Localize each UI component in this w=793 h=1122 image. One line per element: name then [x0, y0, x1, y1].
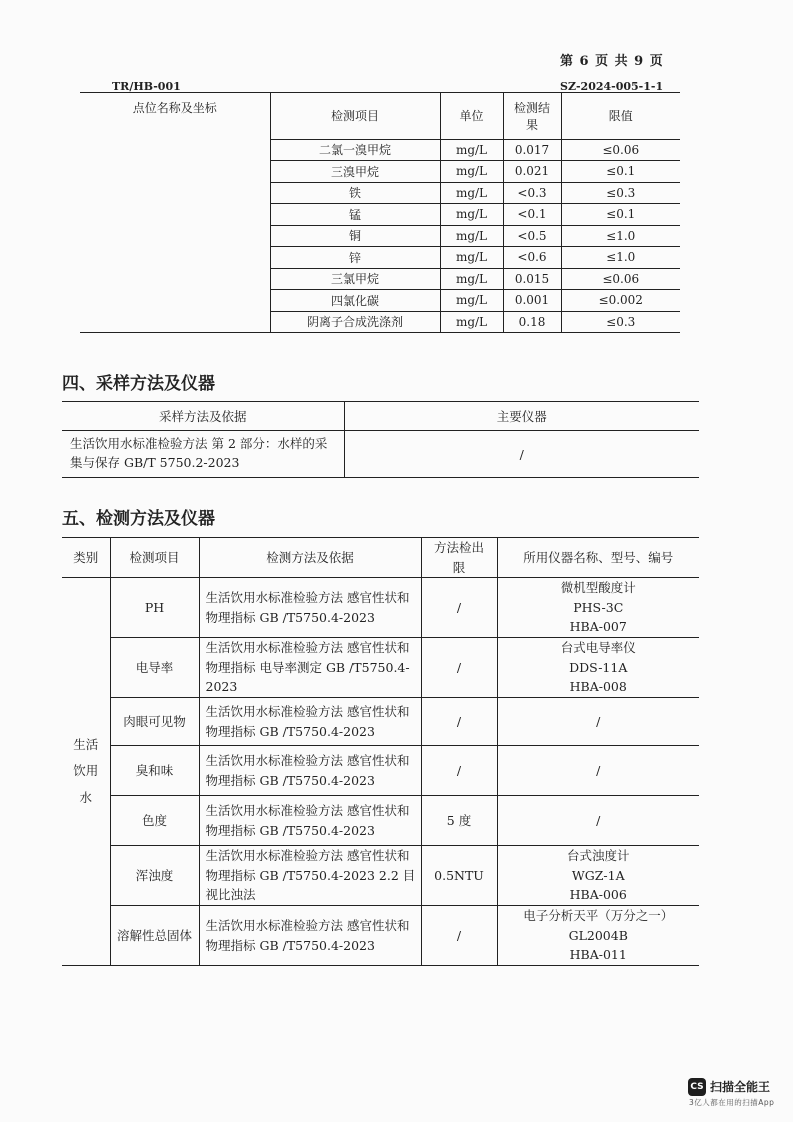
- scanner-tagline: 3亿人都在用的扫描App: [689, 1098, 775, 1107]
- method-row: [62, 746, 699, 796]
- result-unit: mg/L: [440, 182, 503, 204]
- result-limit: ≤0.06: [561, 268, 680, 290]
- method-item: 肉眼可见物: [110, 698, 199, 746]
- sampling-instrument: /: [344, 431, 699, 478]
- result-item: 铜: [270, 225, 440, 247]
- category-cell: 生活饮用水: [62, 578, 110, 966]
- location-cell: [80, 139, 270, 333]
- result-limit: ≤1.0: [561, 247, 680, 269]
- scanner-watermark: [688, 1076, 770, 1096]
- result-unit: mg/L: [440, 268, 503, 290]
- method-detection-limit: 0.5NTU: [421, 846, 497, 906]
- result-item: 三溴甲烷: [270, 161, 440, 183]
- method-item: PH: [110, 578, 199, 638]
- results-row: [80, 139, 680, 161]
- method-detection-limit: 5 度: [421, 796, 497, 846]
- result-value: 0.021: [503, 161, 561, 183]
- result-unit: mg/L: [440, 290, 503, 312]
- result-limit: ≤0.3: [561, 311, 680, 333]
- result-unit: mg/L: [440, 204, 503, 226]
- result-value: <0.1: [503, 204, 561, 226]
- method-standard: 生活饮用水标准检验方法 感官性状和物理指标 GB /T5750.4-2023: [199, 698, 421, 746]
- methods-header-row: [62, 538, 699, 578]
- method-instrument: /: [497, 698, 699, 746]
- method-row: [62, 906, 699, 966]
- report-number: SZ-2024-005-1-1: [560, 80, 664, 93]
- results-table-header: [80, 93, 680, 140]
- document-id: TR/HB-001: [112, 80, 181, 93]
- method-standard: 生活饮用水标准检验方法 感官性状和物理指标 GB /T5750.4-2023: [199, 906, 421, 966]
- method-instrument: 台式浊度计 WGZ-1A HBA-006: [497, 846, 699, 906]
- methods-table: [62, 537, 699, 966]
- methods-header-category: 类别: [62, 538, 110, 578]
- method-row: [62, 846, 699, 906]
- result-unit: mg/L: [440, 225, 503, 247]
- methods-header-item: 检测项目: [110, 538, 199, 578]
- result-unit: mg/L: [440, 161, 503, 183]
- method-detection-limit: /: [421, 698, 497, 746]
- method-instrument: 微机型酸度计 PHS-3C HBA-007: [497, 578, 699, 638]
- method-standard: 生活饮用水标准检验方法 感官性状和物理指标 GB /T5750.4-2023: [199, 578, 421, 638]
- result-limit: ≤0.002: [561, 290, 680, 312]
- result-unit: mg/L: [440, 311, 503, 333]
- method-item: 电导率: [110, 638, 199, 698]
- result-item: 阴离子合成洗涤剂: [270, 311, 440, 333]
- scanner-app-name: 扫描全能王: [710, 1080, 771, 1094]
- sampling-row: [62, 431, 699, 478]
- sampling-header-instrument: 主要仪器: [344, 402, 699, 431]
- sampling-table: [62, 401, 699, 478]
- header-location: 点位名称及坐标: [80, 93, 270, 140]
- method-instrument: 电子分析天平（万分之一） GL2004B HBA-011: [497, 906, 699, 966]
- results-table: [80, 92, 680, 333]
- result-item: 二氯一溴甲烷: [270, 139, 440, 161]
- header-item: 检测项目: [270, 93, 440, 140]
- method-detection-limit: /: [421, 578, 497, 638]
- page-number: 第 6 页 共 9 页: [560, 54, 664, 69]
- method-standard: 生活饮用水标准检验方法 感官性状和物理指标 GB /T5750.4-2023: [199, 746, 421, 796]
- result-item: 锌: [270, 247, 440, 269]
- section4-title: 四、采样方法及仪器: [62, 374, 215, 394]
- method-instrument: /: [497, 746, 699, 796]
- result-unit: mg/L: [440, 247, 503, 269]
- section5-title: 五、检测方法及仪器: [62, 509, 215, 529]
- method-detection-limit: /: [421, 906, 497, 966]
- result-item: 四氯化碳: [270, 290, 440, 312]
- method-standard: 生活饮用水标准检验方法 感官性状和物理指标 GB /T5750.4-2023 2.2 目视比浊法: [199, 846, 421, 906]
- result-value: 0.18: [503, 311, 561, 333]
- result-value: <0.3: [503, 182, 561, 204]
- sampling-header-method: 采样方法及依据: [62, 402, 344, 431]
- result-item: 三氯甲烷: [270, 268, 440, 290]
- result-item: 锰: [270, 204, 440, 226]
- result-limit: ≤0.3: [561, 182, 680, 204]
- header-unit: 单位: [440, 93, 503, 140]
- method-row: [62, 796, 699, 846]
- method-row: [62, 698, 699, 746]
- method-row: [62, 638, 699, 698]
- result-item: 铁: [270, 182, 440, 204]
- header-limit: 限值: [561, 93, 680, 140]
- methods-header-instrument: 所用仪器名称、型号、编号: [497, 538, 699, 578]
- result-value: <0.5: [503, 225, 561, 247]
- sampling-method: 生活饮用水标准检验方法 第 2 部分：水样的采集与保存 GB/T 5750.2-2023: [62, 431, 344, 478]
- result-value: 0.017: [503, 139, 561, 161]
- result-value: 0.015: [503, 268, 561, 290]
- method-item: 溶解性总固体: [110, 906, 199, 966]
- method-item: 臭和味: [110, 746, 199, 796]
- methods-header-limit: 方法检出限: [421, 538, 497, 578]
- result-unit: mg/L: [440, 139, 503, 161]
- method-row: [62, 578, 699, 638]
- method-item: 浑浊度: [110, 846, 199, 906]
- result-limit: ≤0.06: [561, 139, 680, 161]
- result-limit: ≤1.0: [561, 225, 680, 247]
- result-value: 0.001: [503, 290, 561, 312]
- camscanner-logo-icon: CS: [688, 1078, 706, 1096]
- sampling-header-row: [62, 402, 699, 431]
- header-result: 检测结果: [503, 93, 561, 140]
- method-item: 色度: [110, 796, 199, 846]
- result-value: <0.6: [503, 247, 561, 269]
- methods-header-method: 检测方法及依据: [199, 538, 421, 578]
- method-detection-limit: /: [421, 746, 497, 796]
- result-limit: ≤0.1: [561, 204, 680, 226]
- method-detection-limit: /: [421, 638, 497, 698]
- method-instrument: /: [497, 796, 699, 846]
- method-standard: 生活饮用水标准检验方法 感官性状和物理指标 电导率测定 GB /T5750.4-2023: [199, 638, 421, 698]
- result-limit: ≤0.1: [561, 161, 680, 183]
- method-standard: 生活饮用水标准检验方法 感官性状和物理指标 GB /T5750.4-2023: [199, 796, 421, 846]
- method-instrument: 台式电导率仪 DDS-11A HBA-008: [497, 638, 699, 698]
